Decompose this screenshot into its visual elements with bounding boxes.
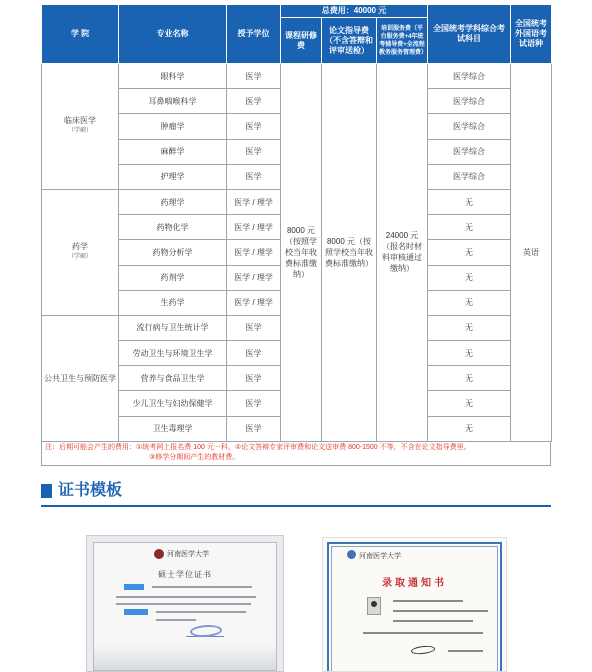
header-course-fee: 课程研修费 xyxy=(281,18,322,64)
exam-cell: 无 xyxy=(428,215,511,240)
major-cell: 药剂学 xyxy=(119,265,227,290)
header-college: 学 院 xyxy=(42,5,119,64)
header-major: 专业名称 xyxy=(119,5,227,64)
exam-cell: 医学综合 xyxy=(428,139,511,164)
text-line xyxy=(393,610,488,612)
course-fee-cell: 8000 元（按照学校当年收费标准缴纳） xyxy=(281,64,322,442)
degree-cell: 医学 / 理学 xyxy=(227,290,281,315)
university-name-graphic: 河南医学大学 xyxy=(359,552,401,560)
exam-cell: 无 xyxy=(428,391,511,416)
college-name: 临床医学 xyxy=(64,116,96,126)
text-line xyxy=(156,611,246,613)
university-logo-icon xyxy=(347,550,356,559)
degree-cell: 医学 xyxy=(227,341,281,366)
degree-certificate-title: 硕士学位证书 xyxy=(158,570,212,579)
section-bar-icon xyxy=(41,484,52,498)
header-thesis-fee: 论文指导费（不含答辩和评审送检） xyxy=(322,18,377,64)
degree-cell: 医学 xyxy=(227,114,281,139)
thesis-fee-cell: 8000 元（按照学校当年收费标准缴纳） xyxy=(322,64,377,442)
fee-table-wrapper xyxy=(41,4,551,466)
university-name-graphic: 河南医学大学 xyxy=(167,550,209,558)
exam-cell: 无 xyxy=(428,265,511,290)
degree-cell: 医学 xyxy=(227,391,281,416)
text-line xyxy=(116,596,256,598)
header-language-exam: 全国统考外国语考试语种 xyxy=(511,5,552,64)
applicant-photo xyxy=(367,597,381,615)
degree-certificate-image xyxy=(86,535,284,672)
text-line xyxy=(156,619,196,621)
degree-cell: 医学 / 理学 xyxy=(227,215,281,240)
major-cell: 眼科学 xyxy=(119,64,227,89)
degree-cell: 医学 xyxy=(227,366,281,391)
date-line xyxy=(448,650,483,652)
major-cell: 劳动卫生与环境卫生学 xyxy=(119,341,227,366)
section-title: 证书模板 xyxy=(58,482,123,499)
major-cell: 麻醉学 xyxy=(119,139,227,164)
exam-cell: 无 xyxy=(428,366,511,391)
major-cell: 药物化学 xyxy=(119,215,227,240)
major-cell: 流行病与卫生统计学 xyxy=(119,315,227,340)
exam-cell: 医学综合 xyxy=(428,164,511,189)
fee-note-line-2: ③修学分期间产生的教材费。 xyxy=(149,453,240,461)
admission-notice-image xyxy=(322,537,507,672)
exam-cell: 无 xyxy=(428,290,511,315)
college-name: 公共卫生与预防医学 xyxy=(44,373,116,383)
college-cell xyxy=(42,189,119,315)
exam-cell: 无 xyxy=(428,189,511,214)
fee-table xyxy=(41,4,552,442)
text-line xyxy=(363,632,483,634)
header-exam-subjects: 全国统考学科综合考试科目 xyxy=(428,5,511,64)
text-line xyxy=(393,620,473,622)
redacted-name xyxy=(124,584,144,590)
college-sub: （学硕） xyxy=(67,254,92,261)
degree-cell: 医学 xyxy=(227,416,281,441)
degree-cell: 医学 xyxy=(227,89,281,114)
major-cell: 卫生毒理学 xyxy=(119,416,227,441)
college-name: 药学 xyxy=(72,242,88,252)
exam-cell: 医学综合 xyxy=(428,64,511,89)
major-cell: 少儿卫生与妇幼保健学 xyxy=(119,391,227,416)
signature-graphic xyxy=(186,623,224,637)
degree-cell: 医学 / 理学 xyxy=(227,240,281,265)
major-cell: 营养与食品卫生学 xyxy=(119,366,227,391)
degree-cell: 医学 xyxy=(227,64,281,89)
certificate-section-header xyxy=(41,481,551,507)
language-cell: 英语 xyxy=(511,64,552,442)
degree-cell: 医学 / 理学 xyxy=(227,189,281,214)
major-cell: 肿瘤学 xyxy=(119,114,227,139)
degree-cell: 医学 xyxy=(227,139,281,164)
fee-note-line-1: 注：后期可能会产生的费用：①统考网上报名费 100 元一科。②论文答辩专家评审费和论文送审费 800-1500 不等，不含在论文指导费里。 xyxy=(45,443,471,451)
degree-cell: 医学 xyxy=(227,315,281,340)
exam-cell: 医学综合 xyxy=(428,89,511,114)
fee-note xyxy=(41,442,551,466)
major-cell: 耳鼻咽喉科学 xyxy=(119,89,227,114)
training-fee-cell: 24000 元（报名时材料审核通过缴纳） xyxy=(377,64,428,442)
college-cell xyxy=(42,315,119,441)
university-logo-icon xyxy=(154,549,164,559)
exam-cell: 无 xyxy=(428,341,511,366)
major-cell: 药理学 xyxy=(119,189,227,214)
college-cell xyxy=(42,64,119,190)
text-line xyxy=(116,603,251,605)
major-cell: 护理学 xyxy=(119,164,227,189)
admission-notice-title: 录取通知书 xyxy=(382,578,447,589)
header-training-fee: 培训服务费（平台服务费+4年统考辅导费+全流程教务服务管理费） xyxy=(377,18,428,64)
header-degree: 授予学位 xyxy=(227,5,281,64)
text-line xyxy=(393,600,463,602)
exam-cell: 无 xyxy=(428,416,511,441)
degree-cell: 医学 xyxy=(227,164,281,189)
college-sub: （学硕） xyxy=(67,128,92,135)
major-cell: 生药学 xyxy=(119,290,227,315)
redacted-id xyxy=(124,609,148,615)
building-graphic xyxy=(94,644,276,670)
text-line xyxy=(152,586,252,588)
exam-cell: 无 xyxy=(428,315,511,340)
exam-cell: 医学综合 xyxy=(428,114,511,139)
exam-cell: 无 xyxy=(428,240,511,265)
degree-certificate-frame xyxy=(93,542,277,671)
degree-cell: 医学 / 理学 xyxy=(227,265,281,290)
major-cell: 药物分析学 xyxy=(119,240,227,265)
header-total-fee: 总费用：40000 元 xyxy=(281,5,428,18)
